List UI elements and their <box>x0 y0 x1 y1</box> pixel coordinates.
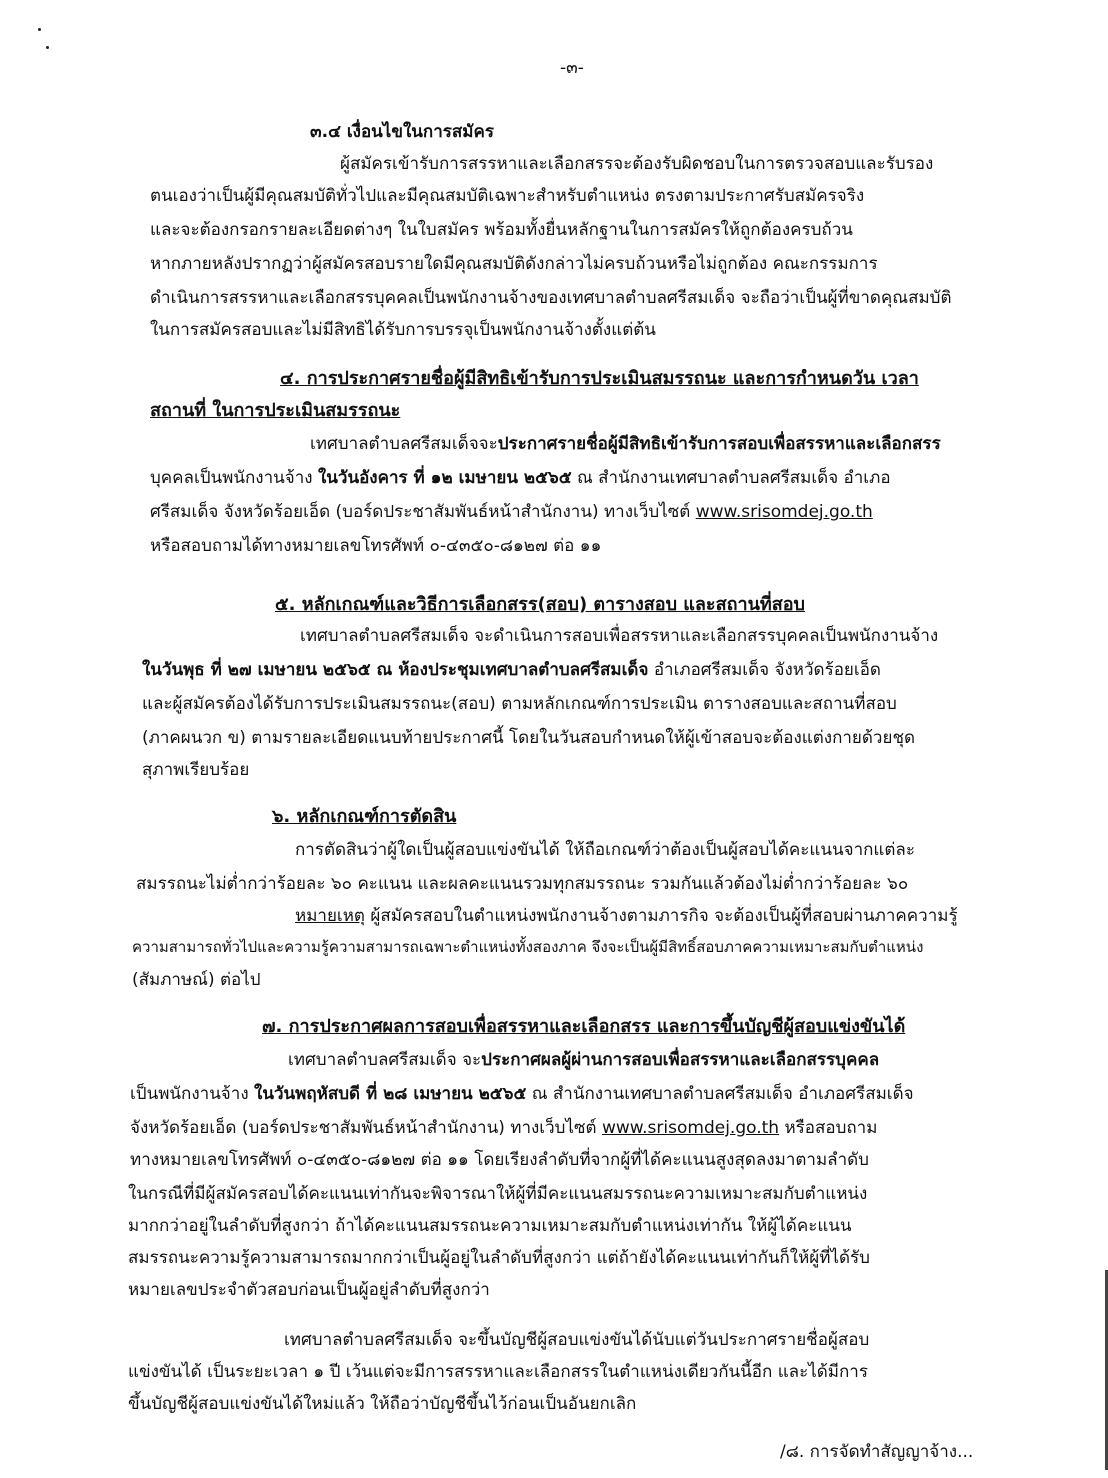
s7-line-1: เทศบาลตำบลศรีสมเด็จ จะประกาศผลผู้ผ่านการสอบเพื่อสรรหาและเลือกสรรบุคคล <box>288 1050 880 1070</box>
next-page-continuation: /๘. การจัดทำสัญญาจ้าง... <box>780 1442 974 1462</box>
s34-line-5: ดำเนินการสรรหาและเลือกสรรบุคคลเป็นพนักงานจ้างของเทศบาลตำบลศรีสมเด็จ จะถือว่าเป็นผู้ที่ขาดคุณสมบัติ <box>150 288 952 308</box>
s7-line-3: จังหวัดร้อยเอ็ด (บอร์ดประชาสัมพันธ์หน้าสำนักงาน) ทางเว็บไซต์ www.srisomdej.go.th หรือสอบถาม <box>130 1118 878 1138</box>
section-4-heading-cont: สถานที่ ในการประเมินสมรรถนะ <box>150 400 401 421</box>
section-7-heading: ๗. การประกาศผลการสอบเพื่อสรรหาและเลือกสรร และการขึ้นบัญชีผู้สอบแข่งขันได้ <box>262 1016 906 1037</box>
s34-line-6: ในการสมัครสอบและไม่มีสิทธิได้รับการบรรจุเป็นพนักงานจ้างตั้งแต่ต้น <box>150 320 656 340</box>
section-3-4-heading: ๓.๔ เงื่อนไขในการสมัคร <box>310 122 494 142</box>
section-4-heading: ๔. การประกาศรายชื่อผู้มีสิทธิเข้ารับการประเมินสมรรถนะ และการกำหนดวัน เวลา <box>280 368 919 389</box>
s34-line-2: ตนเองว่าเป็นผู้มีคุณสมบัติทั่วไปและมีคุณสมบัติเฉพาะสำหรับตำแหน่ง ตรงตามประกาศรับสมัครจริง <box>150 186 865 206</box>
note-label: หมายเหตุ <box>295 906 365 926</box>
s7-para2-line-3: ขึ้นบัญชีผู้สอบแข่งขันได้ใหม่แล้ว ให้ถือว่าบัญชีขึ้นไว้ก่อนเป็นอันยกเลิก <box>128 1394 637 1414</box>
s34-line-1: ผู้สมัครเข้ารับการสรรหาและเลือกสรรจะต้องรับผิดชอบในการตรวจสอบและรับรอง <box>340 154 934 174</box>
s6-line-2: สมรรถนะไม่ต่ำกว่าร้อยละ ๖๐ คะแนน และผลคะแนนรวมทุกสมรรถนะ รวมกันแล้วต้องไม่ต่ำกว่าร้อยละ ๖๐ <box>136 874 909 894</box>
scan-speck <box>38 28 41 31</box>
website-link[interactable]: www.srisomdej.go.th <box>695 502 873 522</box>
section-6-heading: ๖. หลักเกณฑ์การตัดสิน <box>272 806 457 827</box>
website-link[interactable]: www.srisomdej.go.th <box>602 1118 780 1138</box>
s4-line-2: บุคคลเป็นพนักงานจ้าง ในวันอังคาร ที่ ๑๒ เมษายน ๒๕๖๕ ณ สำนักงานเทศบาลตำบลศรีสมเด็จ อำเภอ <box>150 468 891 488</box>
s5-line-5: สุภาพเรียบร้อย <box>142 760 250 780</box>
s4-line-4: หรือสอบถามได้ทางหมายเลขโทรศัพท์ ๐-๔๓๕๐-๘๑๒๗ ต่อ ๑๑ <box>150 536 602 556</box>
s5-line-1: เทศบาลตำบลศรีสมเด็จ จะดำเนินการสอบเพื่อสรรหาและเลือกสรรบุคคลเป็นพนักงานจ้าง <box>300 626 939 646</box>
s34-line-3: และจะต้องกรอกรายละเอียดต่างๆ ในใบสมัคร พร้อมทั้งยื่นหลักฐานในการสมัครให้ถูกต้องครบถ้วน <box>150 220 853 240</box>
s6-note-line-2: ความสามารถทั่วไปและความรู้ความสามารถเฉพาะตำแหน่งทั้งสองภาค จึงจะเป็นผู้มีสิทธิ์สอบภาคความเหมาะสมกับตำแหน่ง <box>132 938 924 956</box>
s7-line-6: มากกว่าอยู่ในลำดับที่สูงกว่า ถ้าได้คะแนนสมรรถนะความเหมาะสมกับตำแหน่งเท่ากัน ให้ผู้ได้คะแนน <box>128 1216 852 1236</box>
s7-para2-line-2: แข่งขันได้ เป็นระยะเวลา ๑ ปี เว้นแต่จะมีการสรรหาและเลือกสรรในตำแหน่งเดียวกันนี้อีก และได้มีการ <box>128 1362 868 1382</box>
s6-note-line-3: (สัมภาษณ์) ต่อไป <box>132 970 261 990</box>
s5-line-2: ในวันพุธ ที่ ๒๗ เมษายน ๒๕๖๕ ณ ห้องประชุมเทศบาลตำบลศรีสมเด็จ อำเภอศรีสมเด็จ จังหวัดร้อยเอ็ด <box>142 660 881 680</box>
s7-para2-line-1: เทศบาลตำบลศรีสมเด็จ จะขึ้นบัญชีผู้สอบแข่งขันได้นับแต่วันประกาศรายชื่อผู้สอบ <box>284 1330 870 1350</box>
s7-line-5: ในกรณีที่มีผู้สมัครสอบได้คะแนนเท่ากันจะพิจารณาให้ผู้ที่มีคะแนนสมรรถนะความเหมาะสมกับตำแหน่ง <box>128 1184 868 1204</box>
section-5-heading: ๕. หลักเกณฑ์และวิธีการเลือกสรร(สอบ) ตารางสอบ และสถานที่สอบ <box>275 594 805 615</box>
s5-line-3: และผู้สมัครต้องได้รับการประเมินสมรรถนะ(สอบ) ตามหลักเกณฑ์การประเมิน ตารางสอบและสถานที่สอบ <box>142 694 897 714</box>
s34-line-4: หากภายหลังปรากฏว่าผู้สมัครสอบรายใดมีคุณสมบัติดังกล่าวไม่ครบถ้วนหรือไม่ถูกต้อง คณะกรรมการ <box>150 254 878 274</box>
s7-line-8: หมายเลขประจำตัวสอบก่อนเป็นผู้อยู่ลำดับที่สูงกว่า <box>128 1280 490 1300</box>
s4-line-1: เทศบาลตำบลศรีสมเด็จจะประกาศรายชื่อผู้มีสิทธิเข้ารับการสอบเพื่อสรรหาและเลือกสรร <box>310 434 941 454</box>
s6-line-1: การตัดสินว่าผู้ใดเป็นผู้สอบแข่งขันได้ ให้ถือเกณฑ์ว่าต้องเป็นผู้สอบได้คะแนนจากแต่ละ <box>295 840 915 860</box>
s4-line-3: ศรีสมเด็จ จังหวัดร้อยเอ็ด (บอร์ดประชาสัมพันธ์หน้าสำนักงาน) ทางเว็บไซต์ www.srisomdej.go.th <box>150 502 873 522</box>
scan-speck <box>46 46 49 49</box>
page-number: -๓- <box>560 58 584 78</box>
s6-note-line-1: หมายเหตุ ผู้สมัครสอบในตำแหน่งพนักงานจ้างตามภารกิจ จะต้องเป็นผู้ที่สอบผ่านภาคความรู้ <box>295 906 958 926</box>
s7-line-4: ทางหมายเลขโทรศัพท์ ๐-๔๓๕๐-๘๑๒๗ ต่อ ๑๑ โดยเรียงลำดับที่จากผู้ที่ได้คะแนนสูงสุดลงมาตามลำดับ <box>130 1150 869 1170</box>
s7-line-2: เป็นพนักงานจ้าง ในวันพฤหัสบดี ที่ ๒๘ เมษายน ๒๕๖๕ ณ สำนักงานเทศบาลตำบลศรีสมเด็จ อำเภอศรีสมเด็จ <box>130 1084 914 1104</box>
s7-line-7: สมรรถนะความรู้ความสามารถมากกว่าเป็นผู้อยู่ในลำดับที่สูงกว่า แต่ถ้ายังได้คะแนนเท่ากันก็ให้ผู้ที่ได้รับ <box>128 1248 870 1268</box>
s5-line-4: (ภาคผนวก ข) ตามรายละเอียดแนบท้ายประกาศนี้ โดยในวันสอบกำหนดให้ผู้เข้าสอบจะต้องแต่งกายด้วยชุด <box>142 728 916 748</box>
